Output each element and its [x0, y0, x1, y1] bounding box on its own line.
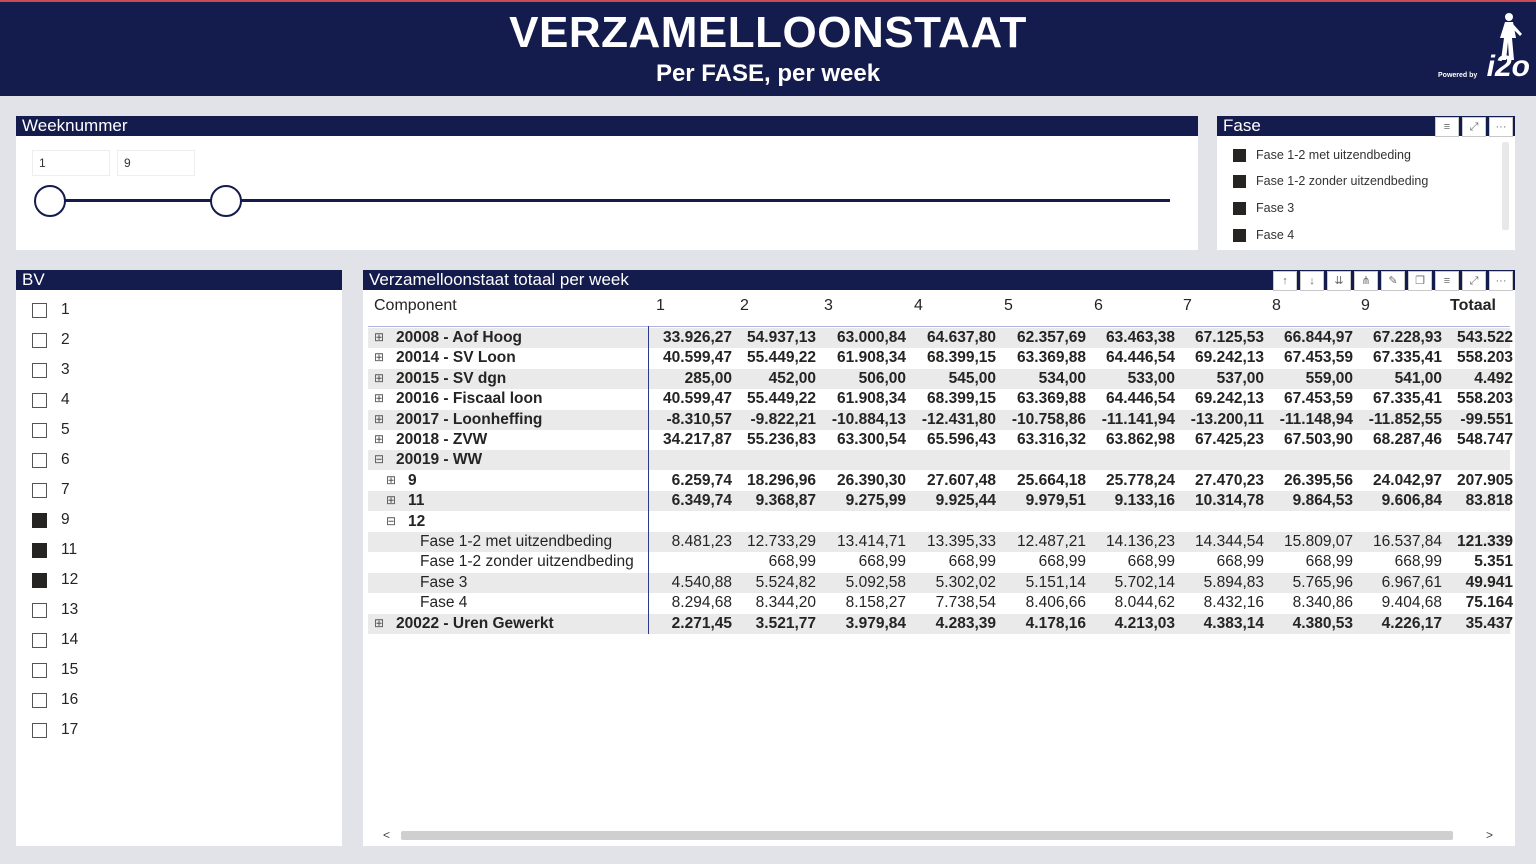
copy-icon[interactable]: ❐ [1408, 271, 1432, 291]
bv-item-label: 15 [61, 661, 79, 678]
value-cell: 9.133,16 [1114, 492, 1175, 510]
total-cell: 5.351 [1474, 553, 1513, 571]
value-cell: 67.453,59 [1284, 390, 1353, 408]
bv-item-label: 6 [61, 451, 70, 468]
total-cell: 49.941 [1465, 573, 1513, 591]
value-cell: 34.217,87 [663, 431, 732, 448]
total-cell: 4.492 [1474, 369, 1513, 387]
row-label: 11 [408, 492, 425, 510]
scroll-left-icon[interactable]: < [383, 828, 391, 842]
bv-checkbox[interactable] [32, 723, 47, 738]
value-cell: 26.395,56 [1284, 471, 1353, 489]
value-cell: 67.125,53 [1195, 329, 1264, 346]
value-cell: 5.302,02 [935, 573, 996, 591]
value-cell: 25.664,18 [1017, 471, 1086, 489]
collapse-icon[interactable]: ⊟ [386, 513, 397, 528]
bv-checkbox[interactable] [32, 393, 47, 408]
value-cell: 541,00 [1394, 369, 1442, 387]
fase-item-label: Fase 3 [1256, 201, 1295, 215]
value-cell: 533,00 [1127, 369, 1175, 387]
table-header-icons [1273, 271, 1513, 291]
value-cell: 61.908,34 [837, 390, 906, 408]
value-cell: 506,00 [858, 369, 906, 387]
value-cell: 10.314,78 [1195, 492, 1264, 510]
value-cell: 15.809,07 [1284, 533, 1353, 550]
value-cell: 4.213,03 [1114, 614, 1175, 632]
value-cell: 67.335,41 [1373, 349, 1442, 367]
drill-up-icon[interactable]: ↑ [1273, 271, 1297, 291]
value-cell: 6.967,61 [1381, 573, 1442, 591]
value-cell: 9.606,84 [1381, 492, 1442, 510]
value-cell: 9.275,99 [845, 492, 906, 510]
focus-mode-icon[interactable]: ⤢ [1462, 271, 1486, 291]
value-cell: 668,99 [1038, 553, 1086, 571]
total-cell: 543.522 [1456, 329, 1513, 346]
expand-icon[interactable]: ⊞ [374, 391, 385, 406]
table-row [368, 450, 1510, 470]
column-header[interactable]: 1 [656, 297, 665, 314]
value-cell: 66.844,97 [1284, 329, 1353, 346]
value-cell: -11.852,55 [1368, 410, 1442, 428]
expand-icon[interactable]: ⊞ [386, 493, 397, 508]
fase-header-icons [1435, 117, 1513, 137]
row-label: 20014 - SV Loon [396, 349, 516, 367]
table-row [368, 369, 1513, 389]
bv-item-label: 11 [61, 541, 78, 558]
row-label: 20017 - Loonheffing [396, 410, 543, 428]
pin-icon[interactable]: ✎ [1381, 271, 1405, 291]
fase-item-label: Fase 1-2 met uitzendbeding [1256, 148, 1411, 162]
brand-logo [1438, 12, 1530, 84]
value-cell: 668,99 [1305, 553, 1353, 571]
bv-item[interactable] [32, 331, 70, 349]
value-cell: 668,99 [948, 553, 996, 571]
report-title: VERZAMELLOONSTAAT [509, 8, 1027, 57]
value-cell: 25.778,24 [1106, 471, 1175, 489]
value-cell: 63.369,88 [1017, 390, 1086, 408]
table-row [368, 512, 1510, 532]
fase-checkbox[interactable] [1233, 175, 1246, 188]
value-cell: 5.765,96 [1292, 573, 1353, 591]
value-cell: 64.446,54 [1106, 390, 1175, 408]
value-cell: 452,00 [768, 369, 816, 387]
value-cell: 13.395,33 [927, 533, 996, 550]
bv-checkbox[interactable] [32, 483, 47, 498]
table-row [368, 410, 1513, 430]
value-cell: 559,00 [1305, 369, 1353, 387]
value-cell: 27.607,48 [927, 471, 996, 489]
value-cell: -10.758,86 [1011, 410, 1086, 428]
value-cell: 63.316,32 [1017, 431, 1086, 448]
column-header[interactable]: 4 [914, 297, 923, 314]
value-cell: 537,00 [1216, 369, 1264, 387]
focus-mode-icon[interactable]: ⤢ [1462, 117, 1486, 137]
value-cell: 4.226,17 [1381, 614, 1442, 632]
value-cell: 33.926,27 [663, 329, 732, 346]
bv-item-label: 16 [61, 691, 79, 708]
fase-item-label: Fase 4 [1256, 228, 1295, 242]
value-cell: 63.862,98 [1106, 431, 1175, 448]
bv-checkbox[interactable] [32, 513, 47, 528]
column-header[interactable]: 7 [1183, 297, 1192, 314]
row-label: 20008 - Aof Hoog [396, 329, 523, 346]
fase-checkbox[interactable] [1233, 202, 1246, 215]
bv-checkbox[interactable] [32, 693, 47, 708]
value-cell: 8.344,20 [755, 594, 816, 612]
value-cell: 8.340,86 [1292, 594, 1353, 612]
column-header-component[interactable]: Component [374, 297, 457, 314]
bv-checkbox[interactable] [32, 303, 47, 318]
total-cell: 121.339 [1456, 533, 1513, 550]
value-cell: 62.357,69 [1017, 329, 1086, 346]
value-cell: 5.894,83 [1203, 573, 1264, 591]
expand-icon[interactable]: ⊞ [374, 615, 385, 630]
value-cell: 55.449,22 [747, 390, 816, 408]
expand-icon[interactable]: ⊞ [386, 472, 397, 487]
value-cell: 68.287,46 [1373, 431, 1442, 448]
value-cell: 3.979,84 [845, 614, 906, 632]
row-label: 20015 - SV dgn [396, 369, 507, 387]
fase-checkbox[interactable] [1233, 149, 1246, 162]
report-header [0, 0, 1536, 96]
bv-checkbox[interactable] [32, 663, 47, 678]
bv-item[interactable] [32, 691, 78, 709]
value-cell: 12.733,29 [747, 533, 816, 550]
scrollbar-thumb[interactable] [401, 831, 1453, 840]
bv-checkbox[interactable] [32, 363, 47, 378]
report-subtitle: Per FASE, per week [655, 60, 881, 87]
bv-checkbox[interactable] [32, 453, 47, 468]
table-row [368, 532, 1513, 552]
bv-title: BV [16, 270, 342, 290]
bv-checkbox[interactable] [32, 333, 47, 348]
value-cell: 668,99 [858, 553, 906, 571]
value-cell: 18.296,96 [747, 471, 816, 489]
bv-checkbox[interactable] [32, 543, 47, 558]
total-cell: 83.818 [1465, 492, 1513, 510]
bv-item-label: 5 [61, 421, 70, 438]
bv-item-label: 17 [61, 721, 79, 738]
bv-item-label: 12 [61, 571, 79, 588]
column-header[interactable]: 6 [1094, 297, 1103, 314]
value-cell: -8.310,57 [666, 410, 732, 428]
bv-item[interactable] [32, 631, 78, 649]
value-cell: 14.344,54 [1195, 533, 1264, 550]
value-cell: 6.259,74 [671, 471, 732, 489]
value-cell: -9.822,21 [750, 410, 816, 428]
total-cell: 207.905 [1456, 471, 1513, 489]
fase-item[interactable] [1233, 199, 1294, 217]
week-max-input[interactable]: 9 [117, 150, 195, 176]
expand-icon[interactable]: ⊞ [374, 350, 385, 365]
value-cell: 24.042,97 [1373, 471, 1442, 489]
table-row [368, 491, 1513, 511]
bv-item-label: 3 [61, 361, 70, 378]
table-row [368, 328, 1513, 348]
expand-next-level-icon[interactable]: ⇊ [1327, 271, 1351, 291]
value-cell: 67.425,23 [1195, 431, 1264, 448]
table-row [368, 348, 1513, 368]
total-cell: 558.203 [1456, 349, 1513, 367]
total-cell: 35.437 [1465, 614, 1513, 632]
value-cell: 9.979,51 [1025, 492, 1086, 510]
row-label: 9 [408, 471, 417, 489]
bv-item[interactable] [32, 571, 78, 589]
value-cell: 63.369,88 [1017, 349, 1086, 367]
table-row [368, 593, 1513, 613]
table-row [368, 389, 1513, 409]
value-cell: 9.864,53 [1292, 492, 1353, 510]
table-row [368, 552, 1513, 572]
fase-item-label: Fase 1-2 zonder uitzendbeding [1256, 174, 1429, 188]
drill-down-icon[interactable]: ↓ [1300, 271, 1324, 291]
column-header[interactable]: Totaal [1450, 297, 1496, 314]
value-cell: 8.481,23 [671, 533, 732, 550]
value-cell: 9.368,87 [755, 492, 816, 510]
value-cell: -12.431,80 [921, 410, 996, 428]
bv-item[interactable] [32, 391, 70, 409]
value-cell: 3.521,77 [755, 614, 816, 632]
value-cell: 4.383,14 [1203, 614, 1264, 632]
bv-item-label: 2 [61, 331, 70, 348]
column-header[interactable]: 9 [1361, 297, 1370, 314]
value-cell: 9.925,44 [935, 492, 996, 510]
horizontal-scrollbar[interactable] [383, 828, 1493, 842]
bv-item[interactable] [32, 601, 78, 619]
value-cell: 26.390,30 [837, 471, 906, 489]
bv-item[interactable] [32, 541, 77, 559]
fase-scrollbar[interactable] [1502, 142, 1509, 230]
total-cell: 548.747 [1456, 431, 1513, 448]
value-cell: 69.242,13 [1195, 390, 1264, 408]
bv-checkbox[interactable] [32, 633, 47, 648]
week-min-input[interactable]: 1 [32, 150, 110, 176]
expand-icon[interactable]: ⊞ [374, 432, 385, 446]
brand-logo-text: i2o [1486, 50, 1530, 83]
row-label: Fase 1-2 zonder uitzendbeding [420, 553, 634, 571]
expand-icon[interactable]: ⊞ [374, 411, 385, 426]
fase-item[interactable] [1233, 226, 1294, 244]
total-cell: -99.551 [1460, 410, 1513, 428]
fase-title: Fase [1217, 116, 1515, 136]
bv-item[interactable] [32, 721, 78, 739]
value-cell: 14.136,23 [1106, 533, 1175, 550]
bv-item[interactable] [32, 421, 70, 439]
value-cell: 12.487,21 [1017, 533, 1086, 550]
value-cell: 55.236,83 [747, 431, 816, 448]
value-cell: 8.158,27 [845, 594, 906, 612]
value-cell: 5.092,58 [845, 573, 906, 591]
value-cell: 27.470,23 [1195, 471, 1264, 489]
row-header-divider [648, 326, 649, 634]
value-cell: 68.399,15 [927, 349, 996, 367]
week-slider-max-handle[interactable] [210, 185, 242, 217]
bv-item[interactable] [32, 511, 70, 529]
value-cell: 8.044,62 [1114, 594, 1175, 612]
value-cell: 4.540,88 [671, 573, 732, 591]
total-cell: 558.203 [1456, 390, 1513, 408]
value-cell: 13.414,71 [837, 533, 906, 550]
column-header[interactable]: 2 [740, 297, 749, 314]
table-row [368, 614, 1513, 634]
value-cell: -13.200,11 [1190, 410, 1264, 428]
powered-by-label: Powered by [1438, 72, 1478, 79]
table-row [368, 430, 1513, 450]
row-label: 20019 - WW [396, 451, 483, 469]
bv-checkbox[interactable] [32, 423, 47, 438]
bv-item[interactable] [32, 361, 70, 379]
value-cell: 2.271,45 [671, 614, 732, 632]
value-cell: 9.404,68 [1381, 594, 1442, 612]
column-header[interactable]: 3 [824, 297, 833, 314]
row-label: 20022 - Uren Gewerkt [396, 614, 554, 632]
value-cell: 67.335,41 [1373, 390, 1442, 408]
value-cell: 668,99 [1127, 553, 1175, 571]
value-cell: 8.294,68 [671, 594, 732, 612]
more-options-icon[interactable]: ··· [1489, 117, 1513, 137]
bv-item[interactable] [32, 661, 78, 679]
bv-item-label: 4 [61, 391, 70, 408]
value-cell: 6.349,74 [671, 492, 732, 510]
value-cell: 63.300,54 [837, 431, 906, 448]
value-cell: 65.596,43 [927, 431, 996, 448]
value-cell: 7.738,54 [935, 594, 996, 612]
column-header[interactable]: 5 [1004, 297, 1013, 314]
row-label: Fase 1-2 met uitzendbeding [420, 533, 613, 550]
value-cell: 54.937,13 [747, 329, 816, 346]
week-slider-min-handle[interactable] [34, 185, 66, 217]
value-cell: 64.637,80 [927, 329, 996, 346]
fase-checkbox[interactable] [1233, 229, 1246, 242]
more-options-icon[interactable]: ··· [1489, 271, 1513, 291]
expand-all-icon[interactable]: ⋔ [1354, 271, 1378, 291]
row-label: Fase 3 [420, 573, 468, 591]
value-cell: 4.283,39 [935, 614, 996, 632]
value-cell: 5.524,82 [755, 573, 816, 591]
value-cell: 63.000,84 [837, 329, 906, 346]
bv-item-label: 7 [61, 481, 70, 498]
bv-checkbox[interactable] [32, 603, 47, 618]
weeknummer-slicer [16, 116, 1198, 250]
total-cell: 75.164 [1465, 594, 1513, 612]
table-row [368, 573, 1513, 593]
value-cell: -10.884,13 [831, 410, 906, 428]
value-cell: 61.908,34 [837, 349, 906, 367]
weeknummer-title: Weeknummer [16, 116, 1198, 136]
value-cell: 64.446,54 [1106, 349, 1175, 367]
filter-icon[interactable]: ≡ [1435, 271, 1459, 291]
bv-item-label: 13 [61, 601, 79, 618]
row-label: 12 [408, 512, 426, 530]
value-cell: 534,00 [1038, 369, 1086, 387]
value-cell: 5.151,14 [1025, 573, 1086, 591]
value-cell: 668,99 [1216, 553, 1264, 571]
value-cell: 16.537,84 [1373, 533, 1442, 550]
value-cell: 8.406,66 [1025, 594, 1086, 612]
value-cell: -11.141,94 [1101, 410, 1175, 428]
bv-item[interactable] [32, 481, 70, 499]
value-cell: 5.702,14 [1114, 573, 1175, 591]
fase-item[interactable] [1233, 172, 1428, 190]
value-cell: 67.453,59 [1284, 349, 1353, 367]
value-cell: 668,99 [768, 553, 816, 571]
verzamelloonstaat-matrix [363, 270, 1515, 846]
table-row [368, 471, 1513, 491]
value-cell: 67.228,93 [1373, 329, 1442, 346]
value-cell: -11.148,94 [1279, 410, 1353, 428]
value-cell: 40.599,47 [663, 349, 732, 367]
fase-item[interactable] [1233, 146, 1411, 164]
bv-slicer [16, 270, 342, 846]
row-label: 20018 - ZVW [396, 431, 488, 448]
header-divider [368, 326, 1510, 327]
value-cell: 40.599,47 [663, 390, 732, 408]
column-header[interactable]: 8 [1272, 297, 1281, 314]
value-cell: 4.380,53 [1292, 614, 1353, 632]
row-label: 20016 - Fiscaal loon [396, 390, 543, 408]
bv-item[interactable] [32, 451, 70, 469]
expand-icon[interactable]: ⊞ [374, 330, 385, 344]
bv-item[interactable] [32, 301, 70, 319]
collapse-icon[interactable]: ⊟ [374, 452, 385, 467]
bv-item-label: 9 [61, 511, 70, 528]
bv-item-label: 1 [61, 301, 70, 318]
value-cell: 4.178,16 [1025, 614, 1086, 632]
filter-icon[interactable]: ≡ [1435, 117, 1459, 137]
value-cell: 545,00 [948, 369, 996, 387]
value-cell: 63.463,38 [1106, 329, 1175, 346]
bv-item-label: 14 [61, 631, 79, 648]
value-cell: 668,99 [1394, 553, 1442, 571]
bv-checkbox[interactable] [32, 573, 47, 588]
value-cell: 69.242,13 [1195, 349, 1264, 367]
value-cell: 68.399,15 [927, 390, 996, 408]
row-label: Fase 4 [420, 594, 468, 612]
value-cell: 67.503,90 [1284, 431, 1353, 448]
fase-slicer [1217, 116, 1515, 250]
expand-icon[interactable]: ⊞ [374, 370, 385, 385]
scroll-right-icon[interactable]: > [1485, 828, 1493, 842]
value-cell: 285,00 [684, 369, 732, 387]
value-cell: 8.432,16 [1203, 594, 1264, 612]
value-cell: 55.449,22 [747, 349, 816, 367]
table-title: Verzamelloonstaat totaal per week [363, 270, 1515, 290]
